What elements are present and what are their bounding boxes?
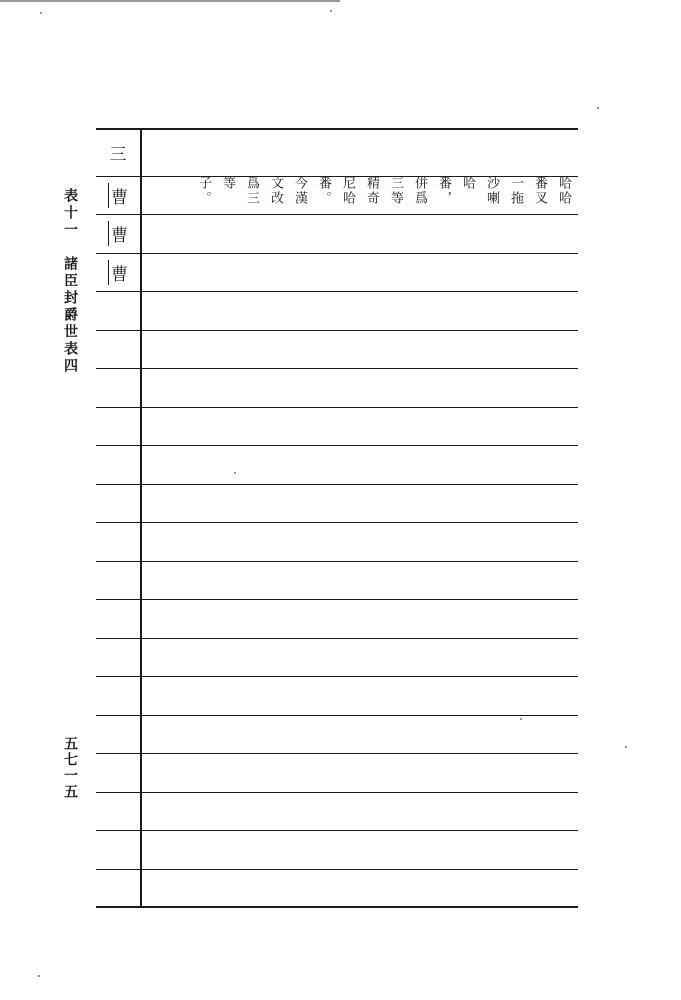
row-divider	[96, 599, 578, 600]
left-label-cell: 三	[109, 144, 127, 165]
page-number: 五七一五	[62, 736, 78, 800]
scan-speck	[40, 12, 42, 14]
column-divider	[140, 128, 142, 908]
left-label-cell: 曹	[96, 253, 140, 291]
row-divider	[96, 715, 578, 716]
peerage-table	[96, 128, 578, 908]
scan-speck	[520, 718, 522, 720]
left-label-cell: 曹	[96, 176, 140, 214]
left-label-cell: 曹	[96, 214, 140, 252]
row-divider	[96, 522, 578, 523]
scan-speck	[597, 107, 599, 109]
scan-speck	[625, 746, 627, 748]
scan-speck	[330, 10, 332, 12]
row-divider	[96, 484, 578, 485]
table-title: 表十一 諸臣封爵世表四	[62, 188, 78, 375]
row-divider	[96, 291, 578, 292]
row-divider	[96, 869, 578, 870]
top-border-rule	[0, 0, 340, 2]
scan-speck	[234, 472, 236, 474]
row-divider	[96, 407, 578, 408]
scan-speck	[38, 975, 40, 977]
row-divider	[96, 753, 578, 754]
row-divider	[96, 676, 578, 677]
row-divider	[96, 214, 578, 215]
row-divider	[96, 561, 578, 562]
table-top-rule	[96, 128, 578, 130]
row-divider	[96, 830, 578, 831]
row-divider	[96, 638, 578, 639]
row-divider	[96, 330, 578, 331]
row-divider	[96, 368, 578, 369]
row-divider	[96, 445, 578, 446]
row-divider	[96, 253, 578, 254]
table-bottom-rule	[96, 906, 578, 908]
row-text: 哈哈番叉一拖沙喇哈番，併爲三等精奇尼哈番。今漢文改爲三等子。	[196, 176, 571, 206]
row-text-block	[150, 176, 575, 214]
row-divider	[96, 792, 578, 793]
